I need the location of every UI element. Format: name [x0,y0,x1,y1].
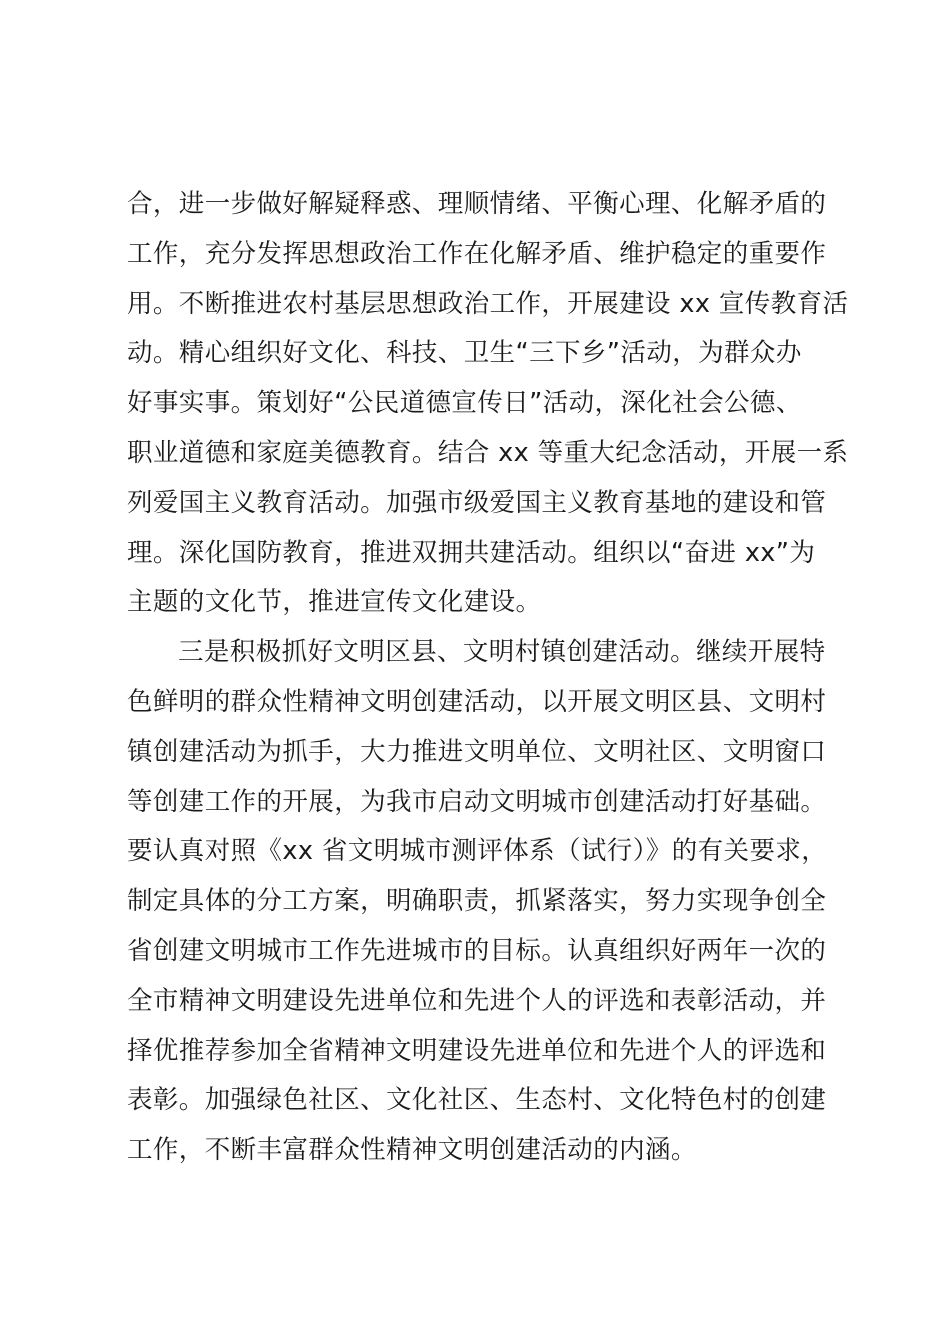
text-line: 好事实事。策划好“公民道德宣传日”活动，深化社会公德、 [127,388,802,419]
text-line: 全市精神文明建设先进单位和先进个人的评选和表彰活动，并 [127,985,827,1016]
text-line: 动。精心组织好文化、科技、卫生“三下乡”活动，为群众办 [127,338,802,369]
text-line: 用。不断推进农村基层思想政治工作，开展建设 xx 宣传教育活 [127,288,849,319]
text-line: 制定具体的分工方案，明确职责，抓紧落实，努力实现争创全 [127,886,827,917]
text-line: 主题的文化节，推进宣传文化建设。 [127,587,542,618]
document-body [127,180,849,1176]
text-line: 工作，不断丰富群众性精神文明创建活动的内涵。 [127,1135,697,1166]
text-line: 要认真对照《xx 省文明城市测评体系（试行）》的有关要求， [127,836,828,867]
text-line: 择优推荐参加全省精神文明建设先进单位和先进个人的评选和 [127,1035,827,1066]
text-line: 合，进一步做好解疑释惑、理顺情绪、平衡心理、化解矛盾的 [127,189,827,219]
text-line: 列爱国主义教育活动。加强市级爱国主义教育基地的建设和管 [127,487,827,518]
text-line: 镇创建活动为抓手，大力推进文明单位、文明社区、文明窗口 [127,736,827,767]
text-line: 表彰。加强绿色社区、文化社区、生态村、文化特色村的创建 [127,1085,827,1116]
text-line: 理。深化国防教育，推进双拥共建活动。组织以“奋进 xx”为 [127,537,816,568]
text-line: 工作，充分发挥思想政治工作在化解矛盾、维护稳定的重要作 [127,238,827,269]
text-line: 职业道德和家庭美德教育。结合 xx 等重大纪念活动，开展一系 [127,437,849,468]
text-line: 色鲜明的群众性精神文明创建活动，以开展文明区县、文明村 [127,686,827,717]
text-line: 省创建文明城市工作先进城市的目标。认真组织好两年一次的 [127,935,827,966]
text-line: 等创建工作的开展，为我市启动文明城市创建活动打好基础。 [127,786,827,817]
paragraph-start-line: 三是积极抓好文明区县、文明村镇创建活动。继续开展特 [178,637,826,668]
